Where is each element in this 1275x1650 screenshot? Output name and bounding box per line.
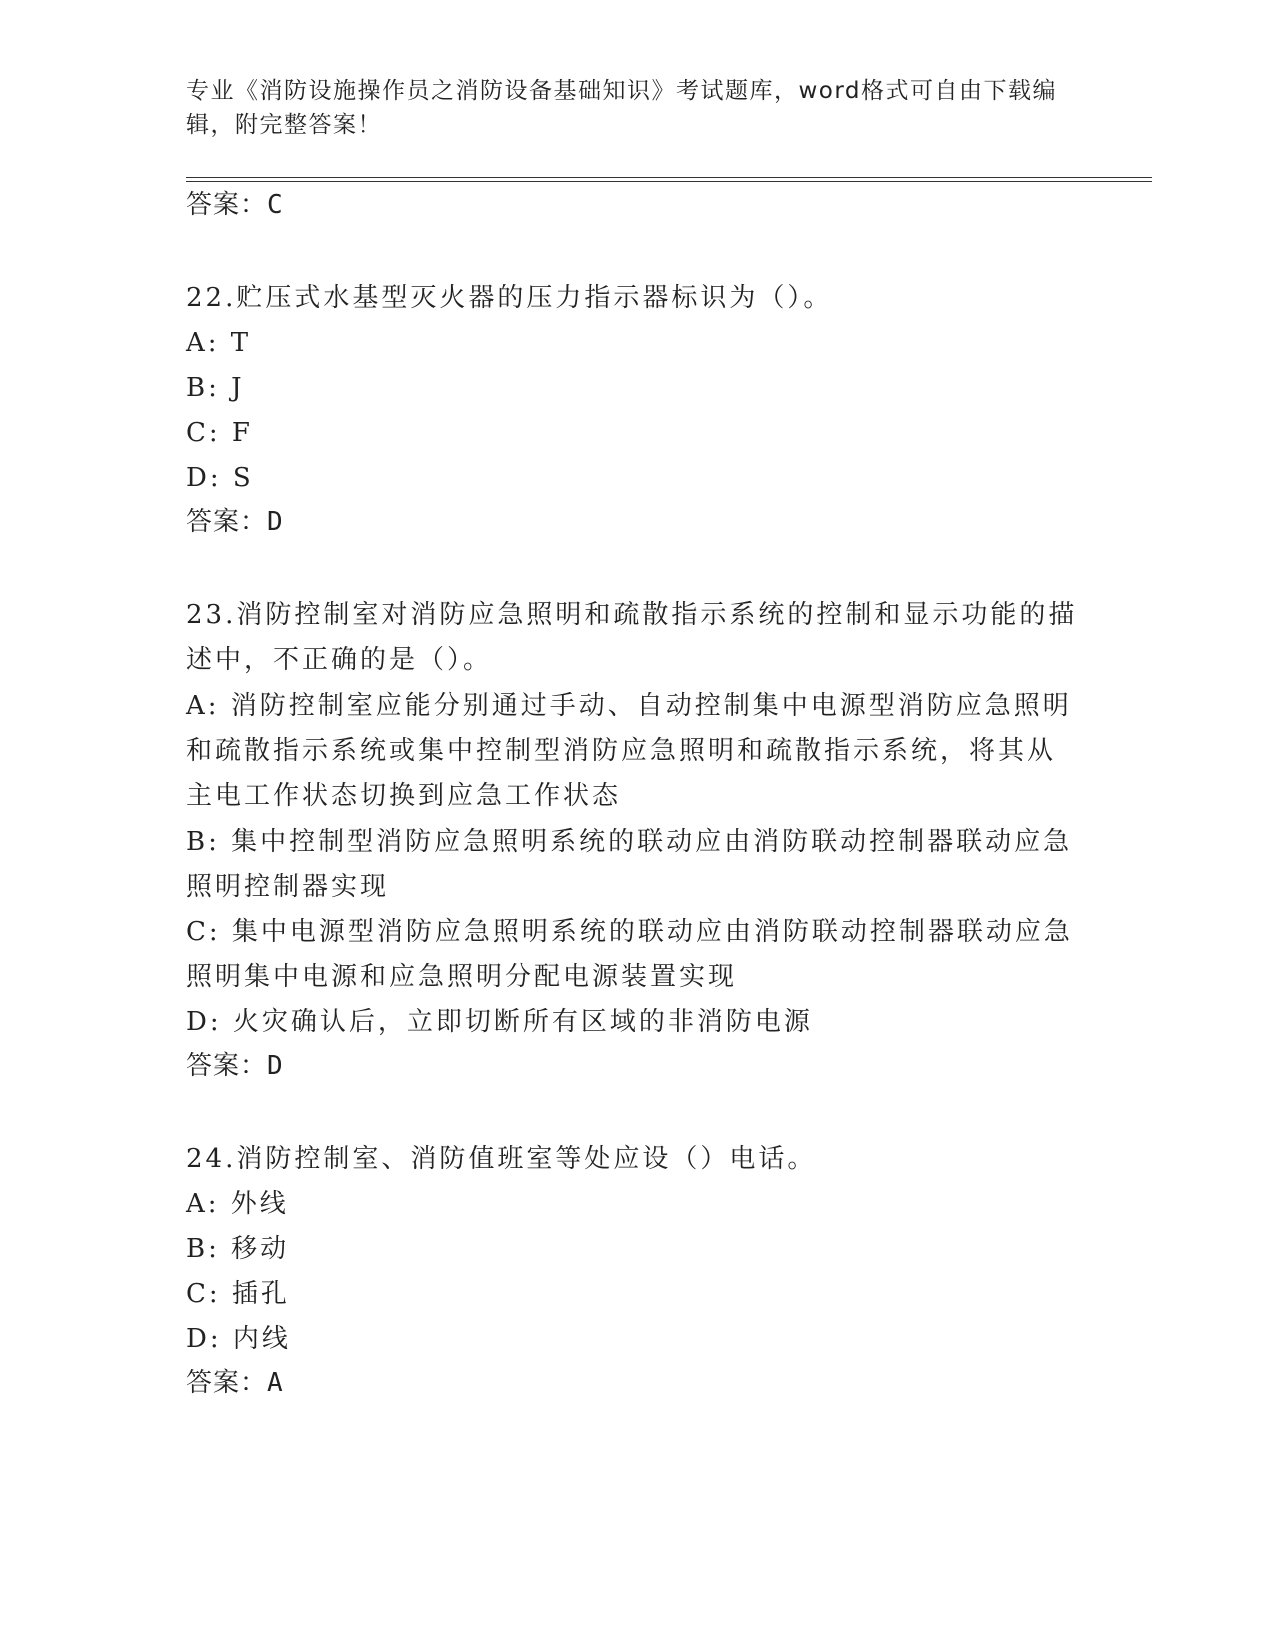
option-c: C: 插孔 — [186, 1279, 290, 1309]
question-stem-continued: 述中，不正确的是（）。 — [186, 645, 493, 675]
answer-line — [186, 1363, 1086, 1403]
option-a: A: 消防控制室应能分别通过手动、自动控制集中电源型消防应急照明 — [186, 691, 1072, 721]
answer-line — [186, 1046, 1086, 1086]
question-stem: 23.消防控制室对消防应急照明和疏散指示系统的控制和显示功能的描 — [186, 600, 1078, 630]
option-d: D: 内线 — [186, 1324, 291, 1354]
header-divider-top — [186, 177, 1152, 178]
answer-label: 答案： — [186, 1368, 268, 1398]
answer-line — [186, 502, 1086, 542]
answer-value: A — [267, 1368, 284, 1398]
option-d: D: S — [186, 463, 254, 493]
option-a-continued: 主电工作状态切换到应急工作状态 — [186, 781, 622, 811]
answer-label: 答案： — [186, 190, 268, 220]
header-line-2: 辑，附完整答案！ — [186, 112, 382, 138]
option-a: A: 外线 — [186, 1189, 289, 1219]
answer-value: C — [267, 190, 284, 220]
option-b: B: J — [186, 373, 245, 403]
option-d: D: 火灾确认后，立即切断所有区域的非消防电源 — [186, 1007, 813, 1037]
option-b-continued: 照明控制器实现 — [186, 872, 390, 902]
option-a: A: T — [186, 328, 252, 358]
answer-label: 答案： — [186, 507, 268, 537]
answer-value: D — [267, 1051, 284, 1081]
option-b: B: 移动 — [186, 1234, 290, 1264]
answer-label: 答案： — [186, 1051, 268, 1081]
question-stem: 22.贮压式水基型灭火器的压力指示器标识为（）。 — [186, 283, 833, 313]
header-line-1: 专业《消防设施操作员之消防设备基础知识》考试题库，word格式可自由下载编 — [186, 78, 1058, 104]
option-c-continued: 照明集中电源和应急照明分配电源装置实现 — [186, 962, 738, 992]
header-divider-bottom — [186, 181, 1152, 182]
question-stem: 24.消防控制室、消防值班室等处应设（）电话。 — [186, 1144, 817, 1174]
option-b: B: 集中控制型消防应急照明系统的联动应由消防联动控制器联动应急 — [186, 827, 1073, 857]
option-c: C: F — [186, 418, 253, 448]
option-a-continued: 和疏散指示系统或集中控制型消防应急照明和疏散指示系统，将其从 — [186, 736, 1057, 766]
option-c: C: 集中电源型消防应急照明系统的联动应由消防联动控制器联动应急 — [186, 917, 1073, 947]
answer-value: D — [267, 507, 284, 537]
answer-line — [186, 185, 1086, 225]
document-header — [186, 74, 1066, 142]
